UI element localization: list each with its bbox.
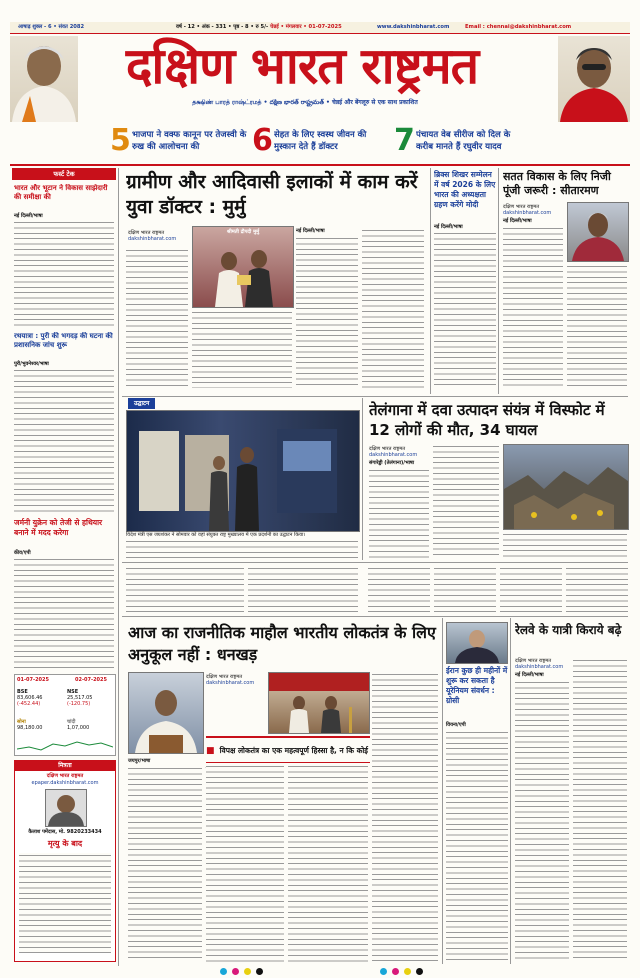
brief-3-body (14, 557, 114, 669)
teaser-2-text: सेहत के लिए स्वस्थ जीवन की मुस्कान देते हैं डॉक्टर (274, 130, 367, 152)
railway-headline: रेलवे के यात्री किराये बढ़े (515, 623, 622, 637)
masthead-tagline: चेन्नई और बेंगलूरु से एक साथ प्रकाशित (331, 99, 418, 106)
udghatan-caption-cont (126, 539, 358, 558)
market-row-bse (17, 689, 63, 707)
lower-body-5 (500, 566, 562, 612)
brief-3-dateline: कीव/एपी (14, 550, 31, 556)
lower-body-1 (126, 566, 244, 612)
bse-change: (-452.44) (17, 701, 41, 707)
lead-body-3 (362, 228, 424, 388)
teaser-3-number: 7 (394, 123, 415, 158)
market-date-left: 01-07-2025 (17, 677, 49, 683)
brief-3-head: जर्मनी युक्रेन को तेजी से हथियार बनाने में मदद करेगा (14, 518, 103, 537)
dhankhar-event-photo (268, 672, 370, 734)
teaser-1-number: 5 (110, 123, 131, 158)
dhankhar-body-3 (288, 764, 368, 962)
masthead-subtitles: தக்ஷிண் பாரத் ராஷ்ட்ரமத் • దక్షిణ భారత్ రాష్ట్రమత్ • चेन्नई और बेंगलूरु से एक साथ प्रकाशित (192, 99, 418, 106)
brics-dateline: नई दिल्ली/भाषा (434, 224, 463, 230)
lower-body-block (122, 564, 628, 614)
market-box (14, 674, 116, 756)
iran-body (446, 730, 508, 962)
sidebar-header: फर्स्ट टेक (12, 168, 116, 180)
author-photo (45, 789, 87, 827)
gold-label: सोना (17, 719, 26, 725)
telangana-credit: दक्षिण भारत राष्ट्रमत (369, 446, 406, 452)
brics-story (430, 168, 497, 394)
section-divider-2 (122, 562, 628, 563)
teaser-3-text: पंचायत वेब सीरीज को दिल के करीब मानते हैं रघुवीर यादव (416, 130, 511, 152)
lower-body-3 (368, 566, 430, 612)
brics-body (434, 231, 496, 389)
telangana-photo (503, 444, 629, 530)
exhibition-photo (127, 411, 359, 531)
fm-photo (567, 202, 629, 262)
sidebar (12, 168, 119, 966)
email-link[interactable]: Email : chennai@dakshinbharat.com (465, 24, 572, 30)
dhankhar-photo (128, 672, 204, 754)
telangana-body-3 (503, 532, 627, 558)
brief-2-body (14, 368, 114, 512)
lead-photo-banner: श्रीमती द्रौपदी मुर्मु (226, 229, 260, 235)
fm-dateline: नई दिल्ली/भाषा (503, 218, 532, 224)
registration-dot-yellow-2 (404, 968, 411, 975)
teaser-3[interactable] (394, 123, 528, 158)
subtitle-telugu: దక్షిణ భారత్ రాష్ట్రమత్ (269, 99, 324, 106)
iran-story (442, 618, 509, 964)
telangana-site[interactable]: dakshinbharat.com (369, 452, 418, 458)
lead-photo (192, 226, 294, 308)
gold-value: 98,180.00 (17, 725, 43, 731)
registration-dot-magenta (232, 968, 239, 975)
market-row-silver (67, 719, 113, 731)
vice-president-photo (129, 673, 203, 753)
author-portrait-icon (46, 790, 86, 826)
market-trend-icon (17, 739, 113, 753)
lead-story (122, 168, 428, 394)
udghatan-block (122, 398, 360, 560)
bse-value: 83,606.46 (17, 695, 43, 701)
registration-dot-black-2 (416, 968, 423, 975)
teaser-2-number: 6 (252, 123, 273, 158)
pull-quote-text: विपक्ष लोकतंत्र का एक महत्वपूर्ण हिस्सा है, न कि कोई (219, 746, 368, 755)
mitra-header: मित्रता (15, 761, 115, 771)
iran-photo (446, 622, 508, 664)
lead-site[interactable]: dakshinbharat.com (128, 236, 177, 242)
market-date-right: 02-07-2025 (75, 677, 107, 683)
mitra-subheader: दक्षिण भारत राष्ट्रमत (46, 773, 84, 779)
udghatan-label: उद्घाटन (128, 398, 155, 409)
fm-site[interactable]: dakshinbharat.com (503, 210, 552, 216)
dhankhar-dateline: जयपुर/भाषा (128, 758, 151, 764)
masthead (10, 34, 630, 126)
brief-2-dateline: पुरी/भुवनेश्वर/भाषा (14, 361, 49, 367)
brief-1-head: भारत और भूटान ने विकास साझेदारी की समीक्षा की (14, 184, 108, 201)
iran-headline: ईरान कुछ ही महीनों में शुरू कर सकता है यूरेनियम संवर्धन : ग्रोसी (446, 666, 508, 705)
teaser-1[interactable] (110, 123, 248, 158)
edition-date: चेन्नई • मंगलवार • 01-07-2025 (270, 24, 342, 30)
issue-info: आषाढ़ शुक्ल - 6 • संवत 2082 (18, 24, 85, 30)
poem-title: मृत्यु के बाद (47, 839, 83, 848)
color-registration-bar (0, 966, 640, 978)
fm-body-2 (567, 264, 627, 390)
dhankhar-body-1 (128, 766, 202, 962)
lead-credit: दक्षिण भारत राष्ट्रमत (128, 230, 165, 236)
bse-label: BSE (17, 689, 28, 695)
telangana-body-2 (433, 444, 499, 558)
politician-photo-left (10, 36, 78, 122)
nse-value: 25,517.05 (67, 695, 93, 701)
udghatan-caption: विदेश मंत्री एस जयशंकर ने सोमवार को वहां संयुक्त राष्ट्र मुख्यालय में एक प्रदर्शनी का उद्घाटन किया। (126, 532, 306, 538)
railway-credit: दक्षिण भारत राष्ट्रमत (515, 658, 552, 664)
silver-label: चांदी (67, 719, 76, 725)
nse-change: (-120.75) (67, 701, 91, 707)
fm-credit: दक्षिण भारत राष्ट्रमत (503, 204, 540, 210)
lead-headline: ग्रामीण और आदिवासी इलाकों में काम करें युवा डॉक्टर : मुर्मु (126, 171, 418, 218)
lamp-lighting-photo (269, 673, 369, 733)
telangana-story (362, 398, 629, 560)
registration-dot-black (256, 968, 263, 975)
award-ceremony-photo (193, 227, 293, 307)
fm-headline: सतत विकास के लिए निजी पूंजी जरूरी : सीतारमण (503, 170, 611, 197)
telangana-body-1 (369, 468, 429, 558)
finance-minister-photo (568, 203, 628, 261)
market-row-gold (17, 719, 63, 731)
teaser-1-text: भाजपा ने वक्फ कानून पर तेजस्वी के रुख की आलोचना की (132, 130, 247, 152)
silver-value: 1,07,000 (67, 725, 90, 731)
dhankhar-body-4 (372, 672, 438, 962)
portrait-left-icon (10, 36, 78, 122)
telangana-headline: तेलंगाना में दवा उत्पादन संयंत्र में विस्फोट में 12 लोगों की मौत, 34 घायल (369, 401, 605, 439)
grossi-portrait (447, 623, 507, 663)
railway-story (510, 618, 629, 964)
brief-1-dateline: नई दिल्ली/भाषा (14, 213, 43, 219)
lead-body-1 (126, 248, 188, 388)
section-divider-1 (122, 396, 628, 397)
masthead-title: दक्षिण भारत राष्ट्रमत (125, 36, 479, 95)
website-link[interactable]: www.dakshinbharat.com (377, 24, 450, 30)
lower-body-2 (248, 566, 358, 612)
lead-dateline: नई दिल्ली/भाषा (296, 228, 325, 234)
fm-story (498, 168, 629, 394)
railway-body-2 (573, 658, 627, 962)
udghatan-photo (126, 410, 360, 532)
mitra-author: कैलाश पमेंदास, मो. 9820233434 (28, 829, 102, 835)
railway-site[interactable]: dakshinbharat.com (515, 664, 564, 670)
railway-dateline: नई दिल्ली/भाषा (515, 672, 544, 678)
dhankhar-pull-quote (206, 736, 370, 763)
mitra-site[interactable]: epaper.dakshinbharat.com (31, 780, 99, 786)
volume-info: वर्ष - 12 • अंक - 331 • पृष्ठ - 8 • रु 5/- (176, 24, 269, 30)
quote-marker-icon: ■ (206, 746, 215, 756)
telangana-dateline: संगारेड्डी (तेलंगाना)/भाषा (369, 460, 415, 466)
lower-body-4 (434, 566, 496, 612)
registration-dot-yellow (244, 968, 251, 975)
politician-photo-right (558, 36, 630, 122)
dhankhar-story (122, 618, 440, 964)
nse-label: NSE (67, 689, 79, 695)
registration-dot-cyan-2 (380, 968, 387, 975)
iran-dateline: वियना/एपी (446, 722, 466, 728)
factory-blast-photo (504, 445, 628, 529)
masthead-divider (10, 164, 630, 166)
teaser-strip (110, 123, 528, 158)
mitra-box (14, 760, 116, 962)
market-row-nse (67, 689, 113, 707)
dhankhar-headline: आज का राजनीतिक माहौल भारतीय लोकतंत्र के लिए अनुकूल नहीं : धनखड़ (128, 623, 436, 664)
lead-body-2 (296, 236, 358, 388)
registration-dot-magenta-2 (392, 968, 399, 975)
lower-body-6 (566, 566, 628, 612)
portrait-right-icon (558, 36, 630, 122)
lead-body-4 (192, 310, 292, 388)
poem-body (19, 853, 111, 953)
section-divider-3 (122, 616, 628, 617)
dhankhar-credit: दक्षिण भारत राष्ट्रमत (206, 674, 243, 680)
dhankhar-site[interactable]: dakshinbharat.com (206, 680, 255, 686)
brics-headline: ब्रिक्स शिखर सम्मेलन में वर्ष 2026 के लिए भारत की अध्यक्षता ग्रहण करेंगे मोदी (434, 170, 496, 209)
fm-body-1 (503, 226, 563, 390)
brief-2-head: रथयात्रा : पुरी की भगदड़ की घटना की प्रशासनिक जांच शुरू (14, 332, 113, 349)
railway-body-1 (515, 680, 569, 962)
registration-dot-cyan (220, 968, 227, 975)
subtitle-tamil: தக்ஷிண் பாரத் ராஷ்ட்ரமத் (192, 99, 262, 106)
teaser-2[interactable] (252, 123, 390, 158)
dhankhar-body-2 (206, 764, 284, 962)
top-bar (10, 22, 630, 34)
brief-1-body (14, 220, 114, 326)
